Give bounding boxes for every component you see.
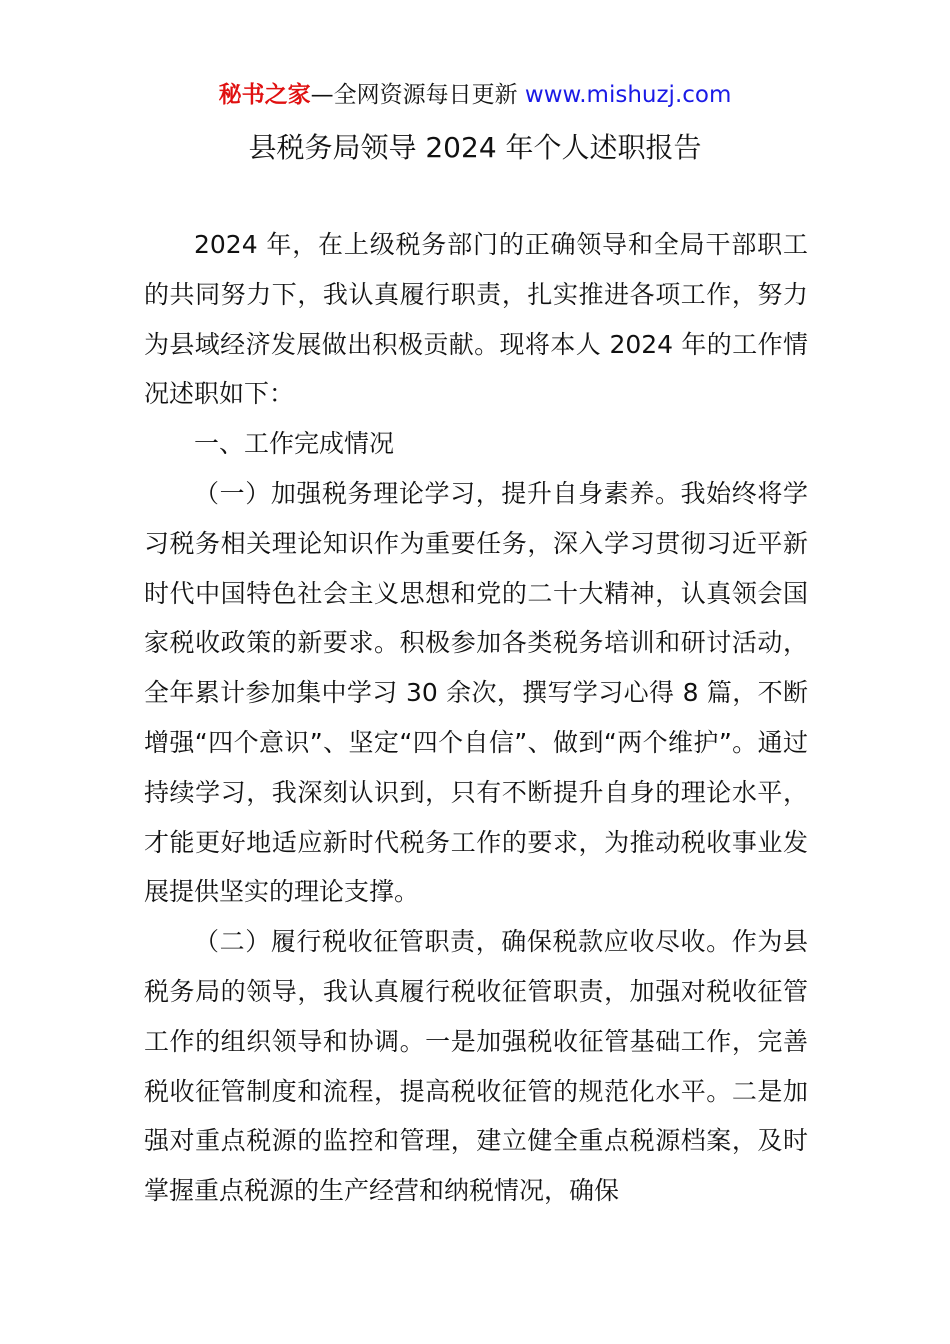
brand-name: 秘书之家 [218,82,311,108]
body-paragraph: （一）加强税务理论学习，提升自身素养。我始终将学习税务相关理论知识作为重要任务，深入学习贯彻习近平新时代中国特色社会主义思想和党的二十大精神，认真领会国家税收政策的新要求。积极参加各类税务培训和研讨活动，全年累计参加集中学习 30 余次，撰写学习心得 8 篇，不断增强“四个意识”、坚定“四个自信”、做到“两个维护”。通过持续学习，我深刻认识到，只有不断提升自身的理论水平，才能更好地适应新时代税务工作的要求，为推动税收事业发展提供坚实的理论支撑。 [144,478,808,907]
body-paragraph: （二）履行税收征管职责，确保税款应收尽收。作为县税务局的领导，我认真履行税收征管职责，加强对税收征管工作的组织领导和协调。一是加强税收征管基础工作，完善税收征管制度和流程，提高税收征管的规范化水平。二是加强对重点税源的监控和管理，建立健全重点税源档案，及时掌握重点税源的生产经营和纳税情况，确保 [144,927,808,1206]
section-heading: 一、工作完成情况 [194,429,395,459]
document-body [144,220,808,1216]
site-link[interactable]: www.mishuzj.com [524,82,732,108]
document-title: 县税务局领导 2024 年个人述职报告 [248,131,702,164]
intro-paragraph: 2024 年，在上级税务部门的正确领导和全局干部职工的共同努力下，我认真履行职责，扎实推进各项工作，努力为县域经济发展做出积极贡献。现将本人 2024 年的工作情况述职如下： [144,230,808,409]
header-tagline: —全网资源每日更新 [310,82,525,108]
site-header [0,78,950,112]
